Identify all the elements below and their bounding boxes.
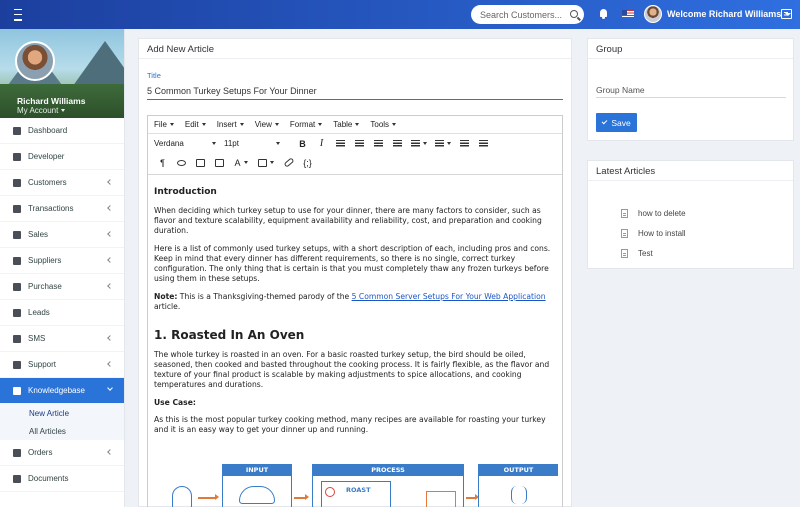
sidebar-nav — [0, 118, 124, 492]
chevron-down-icon — [170, 123, 174, 126]
menu-view[interactable] — [255, 120, 279, 129]
note-paragraph — [154, 292, 557, 312]
paragraph: As this is the most popular turkey cooking method, many recipes are available for roasting your turkey and it is an easy way to get your dinner up and running. — [154, 415, 546, 434]
sidebar-item-developer[interactable] — [0, 144, 124, 170]
indent-button[interactable] — [475, 136, 492, 151]
menu-file[interactable] — [154, 120, 174, 129]
preview-button[interactable] — [173, 155, 190, 170]
save-label: Save — [611, 117, 631, 128]
sidebar-item-label: Transactions — [28, 204, 74, 213]
chevron-down-icon — [270, 161, 274, 164]
link-icon — [283, 157, 294, 167]
chevron-left-icon — [107, 179, 113, 185]
cart-icon — [13, 283, 21, 291]
font-size-select[interactable] — [224, 139, 280, 148]
person-figure — [172, 486, 192, 507]
title-input[interactable] — [147, 83, 563, 100]
chevron-down-icon — [276, 142, 280, 145]
search-input[interactable] — [480, 10, 566, 20]
note-link[interactable]: 5 Common Server Setups For Your Web Application — [351, 292, 546, 301]
font-family-value: Verdana — [154, 139, 184, 148]
sidebar-item-orders[interactable] — [0, 440, 124, 466]
article-title: Test — [638, 248, 653, 258]
paragraph: Here is a list of commonly used turkey setups, with a short description of each, including pros and cons. Keep in mind that every dinner has different requirements, so there is no single, correct turkey configuration. The only thing that is certain is that you must completely thaw any frozen turkeys before using them in these setups. — [154, 244, 551, 283]
chevron-down-icon — [202, 123, 206, 126]
align-left-icon — [336, 140, 345, 147]
menu-label: Edit — [184, 120, 199, 129]
bullet-list-button[interactable] — [408, 136, 430, 151]
input-box — [222, 464, 292, 507]
menu-label: File — [154, 120, 167, 129]
truck-icon — [13, 257, 21, 265]
font-family-select[interactable] — [154, 139, 216, 148]
profile-card — [0, 29, 124, 118]
align-center-button[interactable] — [351, 136, 368, 151]
sidebar-item-dashboard[interactable] — [0, 118, 124, 144]
chevron-down-icon — [392, 123, 396, 126]
sidebar-subitem-new-article[interactable]: New Article — [29, 408, 70, 418]
intro-heading: Introduction — [154, 187, 217, 197]
media-icon — [196, 159, 205, 167]
sidebar-item-label: Support — [28, 360, 57, 369]
sidebar-item-suppliers[interactable] — [0, 248, 124, 274]
sidebar-item-label: Suppliers — [28, 256, 62, 265]
document-icon — [621, 229, 628, 238]
search-box[interactable] — [471, 5, 584, 24]
orders-icon — [13, 449, 21, 457]
document-icon — [621, 249, 628, 258]
numbered-list-button[interactable] — [432, 136, 454, 151]
text-color-button[interactable]: A — [230, 155, 252, 170]
paragraph-button[interactable]: ¶ — [160, 157, 165, 168]
image-button[interactable] — [211, 155, 228, 170]
save-button[interactable] — [596, 113, 637, 132]
sidebar-item-label: Developer — [28, 152, 65, 161]
sidebar-item-label: Dashboard — [28, 126, 68, 135]
note-text: This is a Thanksgiving-themed parody of the — [177, 292, 352, 301]
book-icon — [13, 387, 21, 395]
sidebar-item-transactions[interactable] — [0, 196, 124, 222]
sidebar-item-purchase[interactable] — [0, 274, 124, 300]
sidebar-item-customers[interactable] — [0, 170, 124, 196]
eye-icon — [177, 160, 186, 166]
indent-icon — [479, 140, 488, 147]
dashboard-icon — [13, 127, 21, 135]
sidebar-item-label: Sales — [28, 230, 49, 239]
list-item[interactable] — [621, 223, 686, 243]
chevron-down-icon — [240, 123, 244, 126]
calculator-icon — [13, 205, 21, 213]
title-label: Title — [147, 71, 161, 80]
chevron-down-icon — [318, 123, 322, 126]
chevron-down-icon — [447, 142, 451, 145]
flow-arrow — [198, 497, 216, 499]
oven-icon — [321, 481, 391, 507]
latest-articles-panel — [587, 160, 794, 269]
sidebar-item-label: Leads — [28, 308, 50, 317]
background-color-button[interactable] — [254, 155, 278, 170]
panel-toggle-icon[interactable] — [781, 9, 792, 19]
menu-label: Table — [333, 120, 353, 129]
sidebar-item-documents[interactable] — [0, 466, 124, 492]
avatar[interactable] — [644, 5, 662, 23]
process-diagram — [154, 464, 558, 507]
chevron-down-icon — [244, 161, 248, 164]
sidebar — [0, 29, 125, 507]
chevron-down-icon — [212, 142, 216, 145]
menu-label: Insert — [216, 120, 237, 129]
outdent-icon — [460, 140, 469, 147]
justify-icon — [393, 140, 402, 147]
chevron-left-icon — [107, 231, 113, 237]
sidebar-item-sales[interactable] — [0, 222, 124, 248]
outdent-button[interactable] — [456, 136, 473, 151]
menu-label: Tools — [370, 120, 390, 129]
menu-label: Format — [289, 120, 316, 129]
bold-button[interactable]: B — [299, 138, 306, 149]
note-label: Note: — [154, 292, 178, 301]
chevron-down-icon — [107, 385, 113, 391]
sms-icon — [13, 335, 21, 343]
top-bar — [0, 0, 800, 29]
chevron-left-icon — [107, 449, 113, 455]
sidebar-item-label: Purchase — [28, 282, 62, 291]
input-label: INPUT — [223, 465, 291, 476]
envelope-icon — [13, 309, 21, 317]
align-right-button[interactable] — [370, 136, 387, 151]
paragraph: The whole turkey is roasted in an oven. For a basic roasted turkey setup, the bird should be oiled, seasoned, then cooked and basted throughout the cooking process. It is fairly flexible, as the flavor and texture of your final product is scalable by making adjustments to spice allocations, and cooking temperatures and durations. — [154, 350, 550, 389]
menu-tools[interactable] — [370, 120, 396, 129]
note-text: article. — [154, 302, 181, 311]
knowledgebase-subnav — [0, 404, 124, 440]
sidebar-item-label: SMS — [28, 334, 46, 343]
sidebar-item-support[interactable] — [0, 352, 124, 378]
file-icon — [13, 153, 21, 161]
article-title: How to install — [638, 228, 686, 238]
process-box — [312, 464, 464, 507]
documents-icon — [13, 475, 21, 483]
editor-toolbar-row-2 — [148, 153, 562, 172]
support-icon — [13, 361, 21, 369]
align-left-button[interactable] — [332, 136, 349, 151]
search-icon[interactable] — [570, 10, 578, 18]
align-right-icon — [374, 140, 383, 147]
justify-button[interactable] — [389, 136, 406, 151]
roast-label: ROAST — [346, 486, 371, 494]
menu-format[interactable] — [290, 120, 322, 129]
chevron-left-icon — [107, 361, 113, 367]
turkey-icon — [239, 486, 275, 504]
flow-arrow — [466, 497, 476, 499]
process-label: PROCESS — [313, 465, 463, 476]
group-name-input[interactable] — [596, 82, 786, 98]
sidebar-subitem-all-articles[interactable]: All Articles — [29, 426, 66, 436]
numbered-list-icon — [435, 140, 444, 147]
add-article-panel — [138, 38, 572, 507]
rich-text-editor — [147, 115, 563, 507]
sidebar-item-label: Knowledgebase — [28, 386, 85, 395]
link-button[interactable] — [280, 155, 297, 170]
chevron-left-icon — [107, 205, 113, 211]
editor-menubar — [148, 116, 562, 134]
chevron-left-icon — [107, 257, 113, 263]
my-account-label: My Account — [17, 106, 59, 115]
chevron-down-icon — [61, 109, 65, 112]
highlight-icon — [258, 159, 267, 167]
output-box — [478, 464, 558, 507]
use-case-label: Use Case: — [154, 398, 196, 407]
group-panel — [587, 38, 794, 141]
check-icon — [602, 119, 608, 125]
document-icon — [621, 209, 628, 218]
italic-button[interactable]: I — [319, 138, 324, 149]
paragraph: When deciding which turkey setup to use for your dinner, there are many factors to consider, such as flavor and texture scalability, equipment availability and reliability, cost, and preparation and cooking duration. — [154, 206, 542, 235]
menu-table[interactable] — [333, 120, 359, 129]
oven-icon — [426, 491, 456, 507]
article-title: how to delete — [638, 208, 686, 218]
user-menu[interactable] — [667, 9, 791, 19]
bell-icon[interactable] — [599, 9, 608, 19]
flow-arrow — [294, 497, 306, 499]
wallet-icon — [13, 231, 21, 239]
editor-toolbar-row-1 — [148, 134, 562, 153]
my-account-link[interactable] — [17, 106, 65, 115]
chevron-left-icon — [107, 283, 113, 289]
chevron-down-icon — [275, 123, 279, 126]
output-label: OUTPUT — [479, 465, 558, 476]
media-button[interactable] — [192, 155, 209, 170]
panel-title: Latest Articles — [588, 161, 793, 181]
menu-insert[interactable] — [217, 120, 244, 129]
panel-title: Group — [588, 39, 793, 59]
code-button[interactable]: {;} — [303, 157, 312, 168]
users-icon — [13, 179, 21, 187]
chevron-down-icon — [423, 142, 427, 145]
flame-icon — [325, 487, 335, 497]
list-item[interactable] — [621, 243, 686, 263]
sidebar-item-leads[interactable] — [0, 300, 124, 326]
article-list — [621, 203, 686, 263]
menu-edit[interactable] — [185, 120, 206, 129]
profile-name: Richard Williams — [17, 96, 86, 106]
sidebar-item-label: Orders — [28, 448, 53, 457]
sidebar-item-knowledgebase[interactable] — [0, 378, 124, 404]
steam-icon — [511, 486, 527, 504]
sidebar-item-label: Documents — [28, 474, 69, 483]
menu-label: View — [254, 120, 272, 129]
chevron-down-icon — [355, 123, 359, 126]
image-icon — [215, 159, 224, 167]
hamburger-menu-icon[interactable] — [10, 9, 26, 21]
bullet-list-icon — [411, 140, 420, 147]
panel-title: Add New Article — [139, 39, 571, 59]
welcome-text: Welcome Richard Williams — [667, 9, 782, 19]
font-size-value: 11pt — [224, 139, 239, 148]
chevron-left-icon — [107, 335, 113, 341]
section-heading: 1. Roasted In An Oven — [154, 328, 305, 342]
profile-avatar — [15, 41, 55, 81]
align-center-icon — [355, 140, 364, 147]
list-item[interactable] — [621, 203, 686, 223]
us-flag-icon[interactable] — [622, 10, 634, 18]
sidebar-item-sms[interactable] — [0, 326, 124, 352]
sidebar-item-label: Customers — [28, 178, 67, 187]
editor-content[interactable] — [148, 174, 562, 507]
